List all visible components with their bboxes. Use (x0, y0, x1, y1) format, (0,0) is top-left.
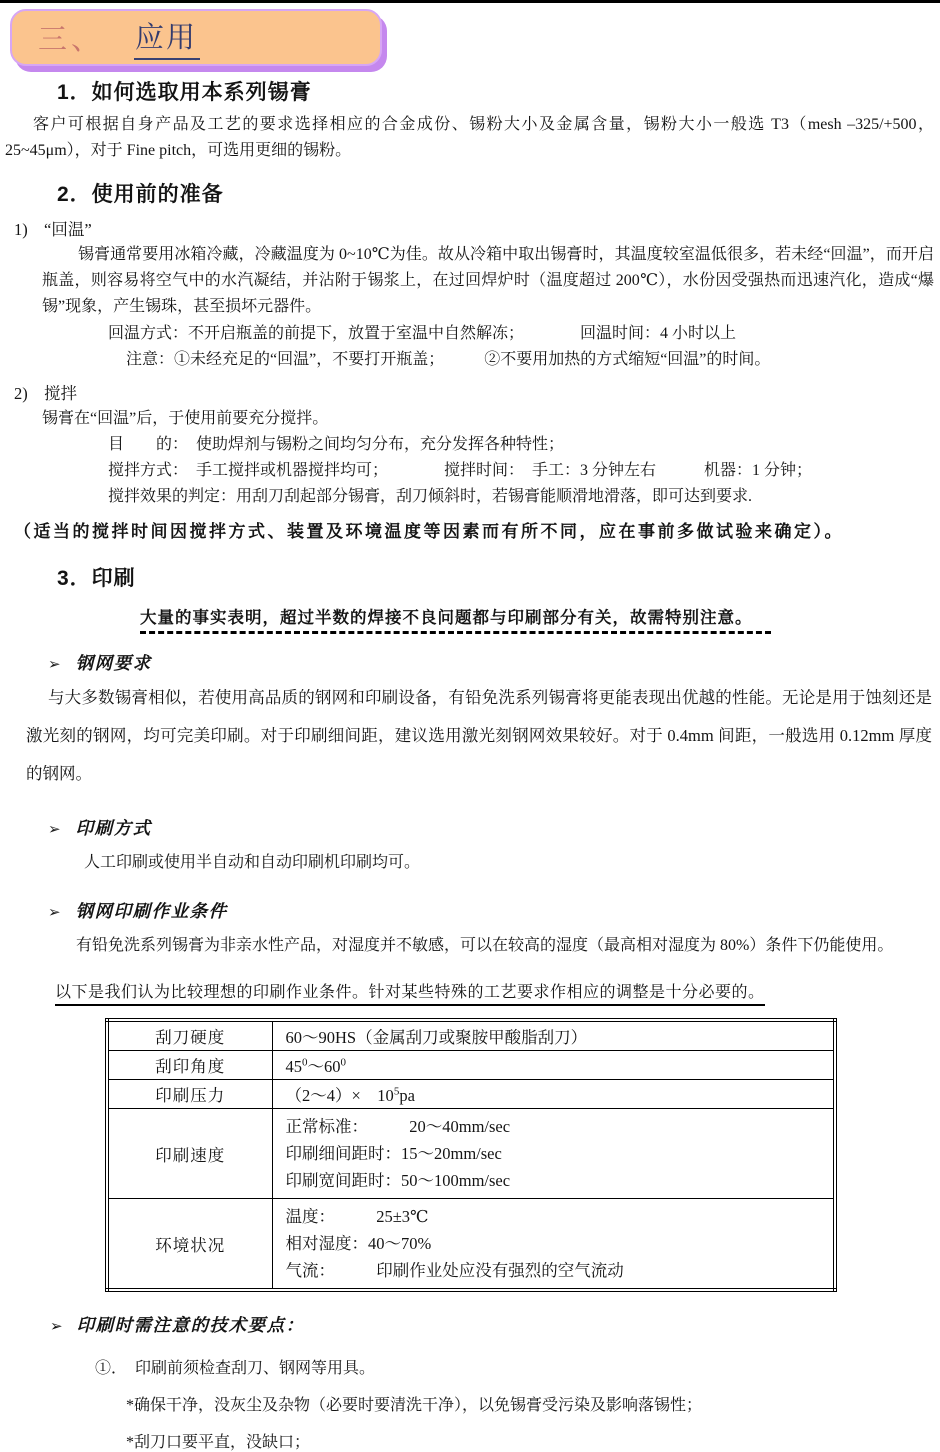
line-rewarm-note: 注意：①未经充足的“回温”，不要打开瓶盖； ②不要用加热的方式缩短“回温”的时间。 (126, 351, 771, 368)
row-label: 印刷压力 (107, 1080, 272, 1109)
table-row (107, 1109, 835, 1199)
value-line: 印刷细间距时：15～20mm/sec (285, 1144, 502, 1163)
row-value: 60～90HS（金属刮刀或聚胺甲酸脂刮刀） (272, 1020, 835, 1051)
list-item-rewarming (14, 216, 940, 240)
value-line: 印刷宽间距时：50～100mm/sec (285, 1171, 511, 1190)
list-item-title: 搅拌 (44, 384, 77, 403)
arrow-bullet-icon: ➢ (48, 905, 61, 921)
list-number: 1) (14, 220, 28, 239)
line-stir-method: 搅拌方式： 手工搅拌或机器搅拌均可； 搅拌时间： 手工：3 分钟左右 机器：1 分钟； (108, 462, 813, 479)
arrow-bullet-icon: ➢ (48, 657, 61, 673)
section-number: 三、 (38, 24, 105, 56)
row-value (272, 1199, 835, 1291)
bullet-technical-points (50, 1312, 940, 1337)
superscript: 0 (340, 1056, 346, 1069)
line-stir-judge: 搅拌效果的判定：用刮刀刮起部分锡膏，刮刀倾斜时，若锡膏能顺滑地滑落，即可达到要求. (108, 488, 753, 505)
row-label: 环境状况 (107, 1199, 272, 1291)
row-value (272, 1109, 835, 1199)
printing-notice (140, 604, 940, 628)
section-title: 应用 (134, 15, 200, 60)
heading-printing: 3．印刷 (57, 567, 136, 590)
row-label: 刮刀硬度 (107, 1020, 272, 1051)
superscript: 5 (393, 1085, 400, 1098)
line-rewarm-method: 回温方式：不开启瓶盖的前提下，放置于室温中自然解冻； 回温时间：4 小时以上 (108, 325, 737, 342)
arrow-bullet-icon: ➢ (50, 1319, 63, 1335)
paragraph-stirring-intro: 锡膏在“回温”后，于使用前要充分搅拌。 (42, 410, 329, 427)
row-label: 印刷速度 (107, 1109, 272, 1199)
paragraph-select-paste: 客户可根据自身产品及工艺的要求选择相应的合金成份、锡粉大小及金属含量，锡粉大小一般选 T3（mesh –325/+500，25~45μm），对于 Fine pitch，可选用更细的锡粉。 (5, 116, 934, 159)
value-line: 相对湿度：40～70% (285, 1234, 432, 1253)
value-text: ～60 (307, 1057, 341, 1076)
list-item-title: “回温” (44, 220, 92, 239)
tip-squeegee-straight: *刮刀口要平直，没缺口； (126, 1434, 311, 1451)
section-banner (10, 9, 382, 66)
ideal-conditions-line (55, 979, 940, 1002)
table-row (107, 1080, 835, 1109)
table-row (107, 1051, 835, 1080)
printing-notice-text: 大量的事实表明，超过半数的焊接不良问题都与印刷部分有关，故需特别注意。 (140, 608, 771, 634)
heading-preparation: 2．使用前的准备 (57, 183, 224, 206)
superscript: 0 (302, 1056, 308, 1069)
bullet-title: 钢网要求 (75, 653, 152, 673)
value-text: pa (399, 1086, 415, 1105)
list-number: 2) (14, 384, 28, 403)
bullet-title: 印刷方式 (75, 818, 152, 838)
paragraph-rewarming: 锡膏通常要用冰箱冷藏，冷藏温度为 0~10℃为佳。故从冷箱中取出锡膏时，其温度较室温低很多，若未经“回温”，而开启瓶盖，则容易将空气中的水汽凝结，并沾附于锡浆上，在过回焊炉时（温度超过 200℃），水份因受强热而迅速汽化，造成“爆锡”现象，产生锡珠，甚至损坏元器件。 (42, 246, 934, 315)
list-item-stirring (14, 380, 940, 404)
row-label: 刮印角度 (107, 1051, 272, 1080)
row-value (272, 1051, 835, 1080)
row-value (272, 1080, 835, 1109)
value-text: （2～4）× 10 (285, 1086, 394, 1105)
ideal-conditions-text: 以下是我们认为比较理想的印刷作业条件。针对某些特殊的工艺要求作相应的调整是十分必要的。 (55, 984, 765, 1006)
bullet-stencil-body: 与大多数锡膏相似，若使用高品质的钢网和印刷设备，有铅免洗系列锡膏将更能表现出优越的性能。无论是用于蚀刻还是激光刻的钢网，均可完美印刷。对于印刷细间距，建议选用激光刻钢网效果较好。对于 0.4mm 间距，一般选用 0.12mm 厚度的钢网。 (26, 688, 932, 783)
table-row (107, 1020, 835, 1051)
value-line: 正常标准： 20～40mm/sec (285, 1117, 511, 1136)
tip-check-tools: ①． 印刷前须检查刮刀、钢网等用具。 (95, 1360, 376, 1377)
bullet-printing-method (48, 815, 940, 840)
bullet-title: 钢网印刷作业条件 (75, 901, 228, 921)
bullet-title: 印刷时需注意的技术要点： (76, 1315, 305, 1335)
table-row (107, 1199, 835, 1291)
value-line: 温度： 25±3℃ (285, 1207, 429, 1226)
tip-keep-clean: *确保干净，没灰尘及杂物（必要时要清洗干净），以免锡膏受污染及影响落锡性； (126, 1397, 703, 1414)
value-line: 气流： 印刷作业处应没有强烈的空气流动 (285, 1261, 624, 1280)
line-stir-purpose: 目 的： 使助焊剂与锡粉之间均匀分布，充分发挥各种特性； (108, 436, 565, 453)
arrow-bullet-icon: ➢ (48, 822, 61, 838)
heading-select-paste: 1．如何选取用本系列锡膏 (57, 81, 312, 104)
line-stir-caution: （适当的搅拌时间因搅拌方式、装置及环境温度等因素而有所不同，应在事前多做试验来确定）。 (14, 522, 844, 541)
printing-conditions-table (105, 1018, 837, 1292)
bullet-working-conditions-body: 有铅免洗系列锡膏为非亲水性产品，对湿度并不敏感，可以在较高的湿度（最高相对湿度为 80%）条件下仍能使用。 (76, 937, 894, 954)
bullet-stencil-requirement (48, 650, 940, 675)
value-text: 45 (285, 1057, 302, 1076)
bullet-working-conditions (48, 898, 940, 923)
bullet-printing-method-body: 人工印刷或使用半自动和自动印刷机印刷均可。 (84, 854, 421, 871)
